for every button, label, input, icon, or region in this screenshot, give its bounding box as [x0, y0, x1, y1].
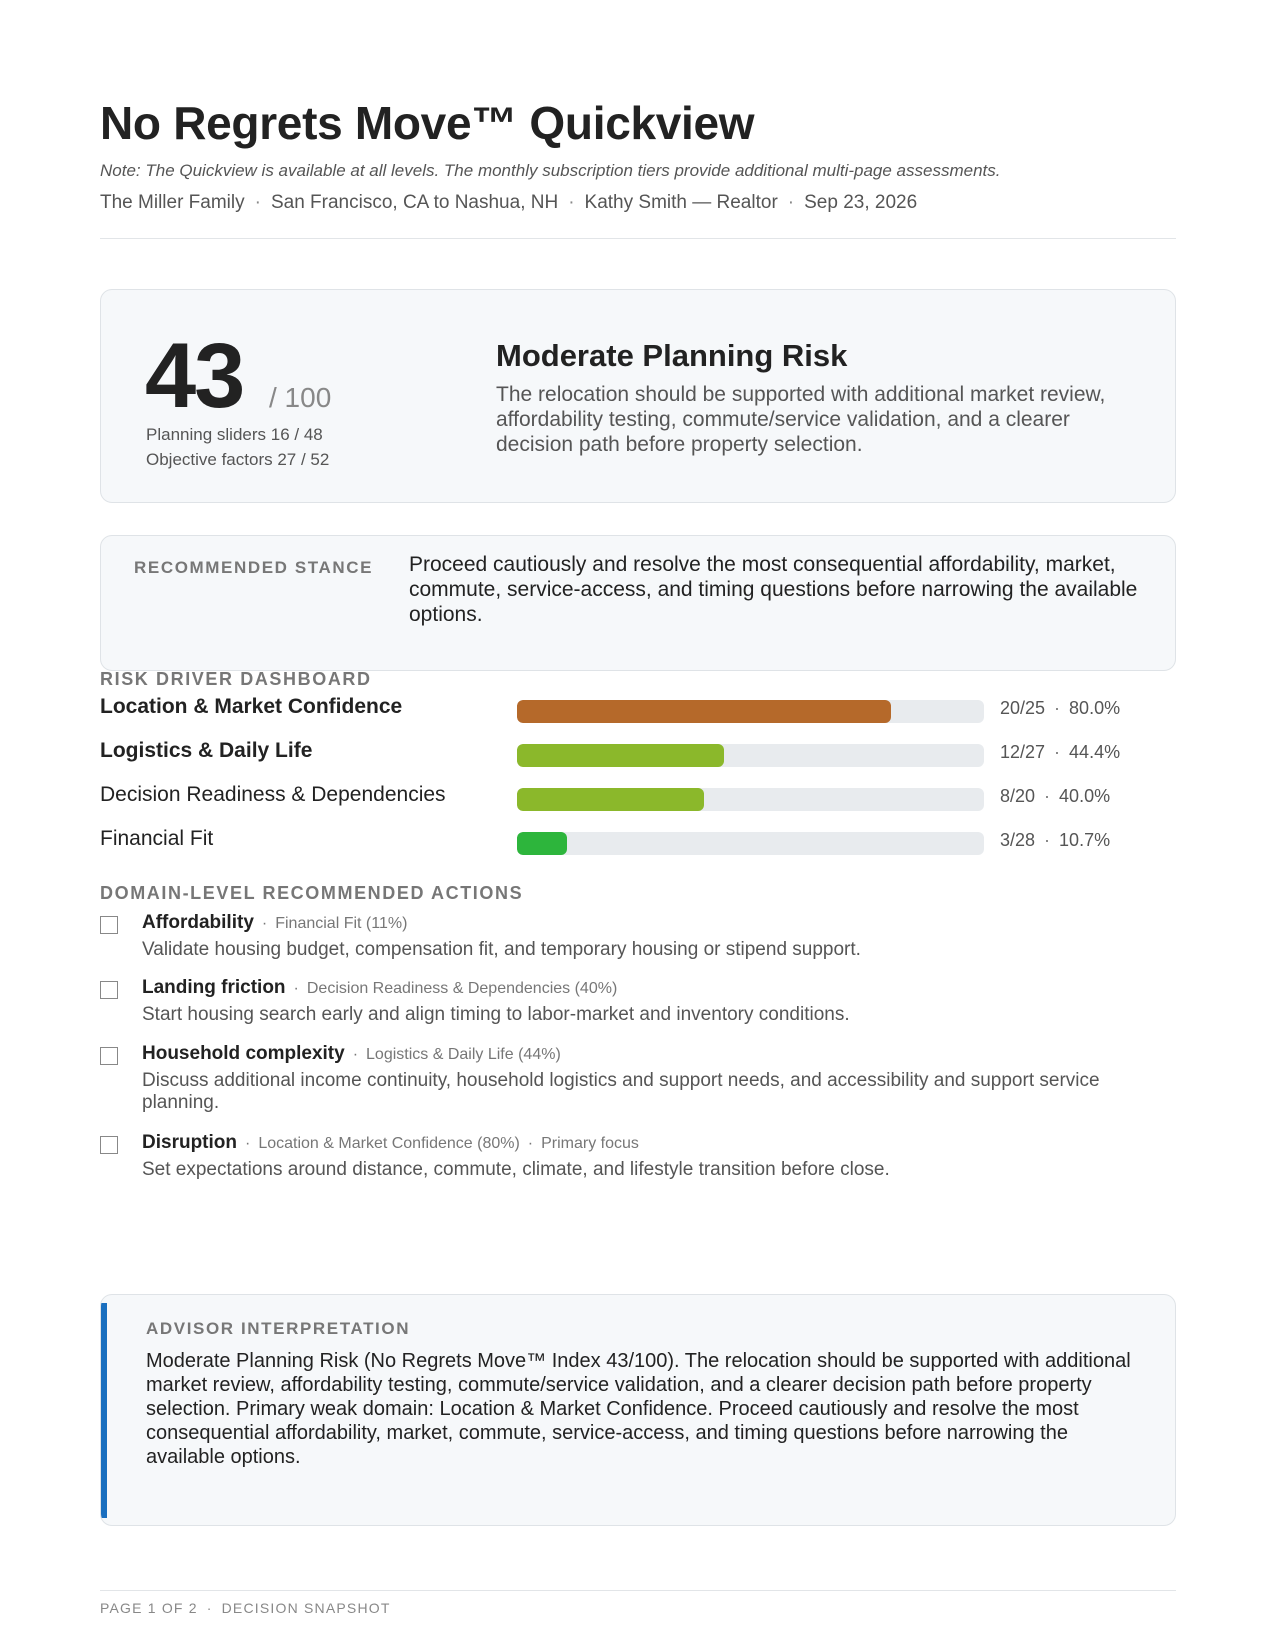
driver-name: Decision Readiness & Dependencies — [100, 783, 446, 806]
action-description: Start housing search early and align timing to labor-market and inventory conditions. — [142, 1004, 850, 1025]
report-date: Sep 23, 2026 — [804, 192, 918, 213]
driver-points: 3/28 — [1000, 830, 1036, 850]
score-separator: · — [1054, 698, 1061, 718]
action-domain: Financial Fit (11%) — [275, 915, 408, 932]
risk-driver-row — [100, 783, 1176, 813]
action-title: Household complexity — [142, 1043, 345, 1064]
agent-name: Kathy Smith — Realtor — [584, 192, 778, 213]
score-separator: · — [1044, 786, 1051, 806]
action-separator: · — [352, 1046, 359, 1063]
driver-bar-track — [517, 832, 984, 855]
driver-bar-track — [517, 700, 984, 723]
driver-percent: 44.4% — [1069, 742, 1121, 762]
action-header — [142, 912, 407, 934]
subscription-note: Note: The Quickview is available at all levels. The monthly subscription tiers provide additional multi-page assessments. — [100, 161, 1001, 180]
action-header — [142, 977, 617, 999]
driver-points: 8/20 — [1000, 786, 1036, 806]
advisor-label: ADVISOR INTERPRETATION — [146, 1319, 411, 1338]
driver-points: 12/27 — [1000, 742, 1046, 762]
advisor-card — [100, 1294, 1176, 1526]
actions-label: DOMAIN-LEVEL RECOMMENDED ACTIONS — [100, 883, 524, 903]
score-separator: · — [1054, 742, 1061, 762]
action-domain: Logistics & Daily Life (44%) — [366, 1046, 561, 1063]
client-name: The Miller Family — [100, 192, 245, 213]
risk-title: Moderate Planning Risk — [496, 338, 848, 373]
driver-bar-fill — [517, 700, 891, 723]
driver-bar-fill — [517, 744, 724, 767]
meta-separator: · — [568, 192, 575, 213]
action-checkbox[interactable] — [100, 981, 118, 999]
action-header — [142, 1043, 561, 1065]
action-separator: · — [527, 1135, 534, 1152]
action-title: Landing friction — [142, 977, 286, 998]
action-description: Discuss additional income continuity, household logistics and support needs, and accessibility and support service planning. — [142, 1070, 1100, 1113]
action-domain: Location & Market Confidence (80%) — [258, 1135, 520, 1152]
driver-percent: 10.7% — [1059, 830, 1111, 850]
stance-text: Proceed cautiously and resolve the most consequential affordability, market, commute, service-access, and timing questions before narrowing the available options. — [409, 553, 1138, 626]
action-description: Set expectations around distance, commute, climate, and lifestyle transition before close. — [142, 1159, 890, 1180]
meta-line — [100, 192, 917, 214]
page-number: PAGE 1 OF 2 — [100, 1600, 198, 1616]
objective-factors: Objective factors 27 / 52 — [146, 450, 330, 469]
driver-score — [1000, 698, 1120, 719]
action-checkbox[interactable] — [100, 1136, 118, 1154]
score-card — [100, 289, 1176, 503]
stance-label: RECOMMENDED STANCE — [134, 558, 374, 577]
dashboard-label: RISK DRIVER DASHBOARD — [100, 669, 372, 689]
page-footer — [100, 1600, 391, 1616]
page-title: No Regrets Move™ Quickview — [100, 97, 755, 149]
driver-name: Location & Market Confidence — [100, 695, 403, 718]
advisor-accent-bar — [101, 1303, 107, 1518]
action-separator: · — [245, 1135, 251, 1152]
footer-divider — [100, 1590, 1176, 1591]
action-header — [142, 1132, 639, 1154]
meta-separator: · — [254, 192, 261, 213]
risk-description: The relocation should be supported with additional market review, affordability testing, commute/service validation, and a clearer decision path before property selection. — [496, 383, 1106, 456]
driver-points: 20/25 — [1000, 698, 1046, 718]
driver-name: Logistics & Daily Life — [100, 739, 313, 762]
action-checkbox[interactable] — [100, 1047, 118, 1065]
driver-bar-track — [517, 744, 984, 767]
header-divider — [100, 238, 1176, 239]
action-focus: Primary focus — [541, 1135, 639, 1152]
action-separator: · — [261, 915, 268, 932]
driver-bar-fill — [517, 832, 567, 855]
footer-section: DECISION SNAPSHOT — [221, 1600, 391, 1616]
score-separator: · — [1044, 830, 1051, 850]
planning-sliders: Planning sliders 16 / 48 — [146, 425, 323, 444]
action-separator: · — [293, 980, 299, 997]
advisor-text: Moderate Planning Risk (No Regrets Move™ Index 43/100). The relocation should be supported with additional market review, affordability testing, commute/service validation, and a clearer decision path before property selection. Primary weak domain: Location & Market Confidence. Proceed cautiously and resolve the most consequential affordability, market, commute, service-access, and timing questions before narrowing the available options. — [146, 1350, 1131, 1468]
action-title: Disruption — [142, 1132, 237, 1153]
stance-card — [100, 535, 1176, 671]
driver-bar-track — [517, 788, 984, 811]
driver-name: Financial Fit — [100, 827, 214, 850]
driver-bar-fill — [517, 788, 704, 811]
move-route: San Francisco, CA to Nashua, NH — [270, 192, 559, 213]
driver-score — [1000, 786, 1110, 807]
driver-percent: 40.0% — [1059, 786, 1111, 806]
meta-separator: · — [787, 192, 795, 213]
score-max: / 100 — [269, 382, 332, 413]
action-title: Affordability — [142, 912, 254, 933]
driver-score — [1000, 830, 1110, 851]
action-domain: Decision Readiness & Dependencies (40%) — [306, 980, 618, 997]
driver-percent: 80.0% — [1069, 698, 1121, 718]
score-value: 43 — [145, 325, 244, 427]
action-description: Validate housing budget, compensation fit, and temporary housing or stipend support. — [142, 939, 861, 960]
score-breakdown — [146, 422, 329, 472]
risk-driver-row — [100, 739, 1176, 769]
footer-separator: · — [206, 1600, 213, 1616]
driver-score — [1000, 742, 1120, 763]
action-checkbox[interactable] — [100, 916, 118, 934]
risk-driver-row — [100, 695, 1176, 725]
risk-driver-row — [100, 827, 1176, 857]
